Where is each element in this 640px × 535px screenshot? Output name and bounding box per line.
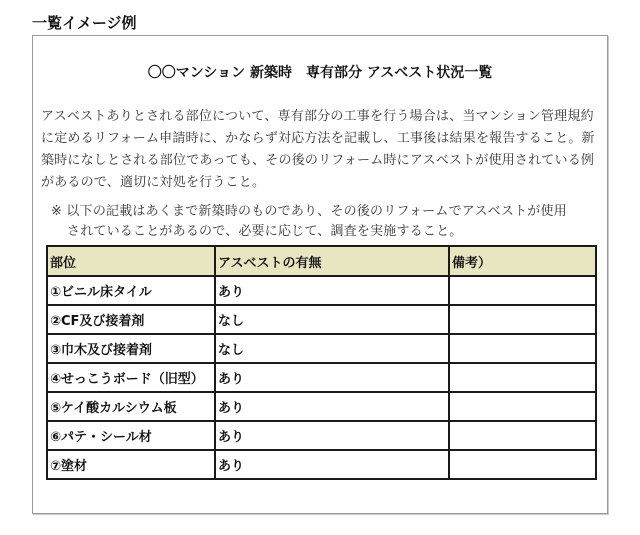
cell-asbestos: あり — [215, 392, 449, 421]
note-line: ※ 以下の記載はあくまで新築時のものであり、その後のリフォームでアスベストが使用 — [51, 204, 567, 219]
table-row — [47, 305, 596, 334]
cell-remarks — [449, 305, 596, 334]
document-note — [51, 202, 591, 242]
cell-part: ①ビニル床タイル — [47, 276, 215, 305]
cell-part: ③巾木及び接着剤 — [47, 334, 215, 363]
table-row — [47, 421, 596, 450]
body-line: 築時になしとされる部位であっても、その後のリフォーム時にアスベストが使用されている例 — [41, 153, 595, 168]
cell-remarks — [449, 392, 596, 421]
table-row — [47, 334, 596, 363]
cell-asbestos: あり — [215, 450, 449, 479]
note-line: されていることがあるので、必要に応じて、調査を実施すること。 — [67, 224, 463, 239]
section-heading: 一覧イメージ例 — [32, 14, 137, 32]
body-line: に定めるリフォーム申請時に、かならず対応方法を記載し、工事後は結果を報告すること。新 — [41, 131, 595, 146]
cell-part: ⑦塗材 — [47, 450, 215, 479]
cell-part: ②CF及び接着剤 — [47, 305, 215, 334]
table-row — [47, 450, 596, 479]
cell-asbestos: あり — [215, 276, 449, 305]
cell-asbestos: あり — [215, 363, 449, 392]
body-line: があるので、適切に対処を行うこと。 — [41, 175, 266, 190]
table-row — [47, 363, 596, 392]
document-body — [41, 106, 603, 194]
cell-asbestos: なし — [215, 334, 449, 363]
cell-part: ⑥パテ・シール材 — [47, 421, 215, 450]
cell-asbestos: あり — [215, 421, 449, 450]
header-asbestos: アスベストの有無 — [215, 246, 449, 276]
cell-part: ⑤ケイ酸カルシウム板 — [47, 392, 215, 421]
cell-asbestos: なし — [215, 305, 449, 334]
header-part: 部位 — [47, 246, 215, 276]
cell-remarks — [449, 421, 596, 450]
document-title: 〇〇マンション 新築時 専有部分 アスベスト状況一覧 — [147, 65, 493, 81]
cell-remarks — [449, 276, 596, 305]
table-header-row — [47, 246, 596, 276]
cell-remarks — [449, 334, 596, 363]
cell-remarks — [449, 450, 596, 479]
document-box — [32, 35, 608, 514]
table-row — [47, 392, 596, 421]
asbestos-table — [46, 245, 597, 480]
body-line: アスベストありとされる部位について、専有部分の工事を行う場合は、当マンション管理規約 — [41, 109, 594, 124]
cell-remarks — [449, 363, 596, 392]
cell-part: ④せっこうボード（旧型） — [47, 363, 215, 392]
header-remarks: 備考） — [449, 246, 596, 276]
table-row — [47, 276, 596, 305]
